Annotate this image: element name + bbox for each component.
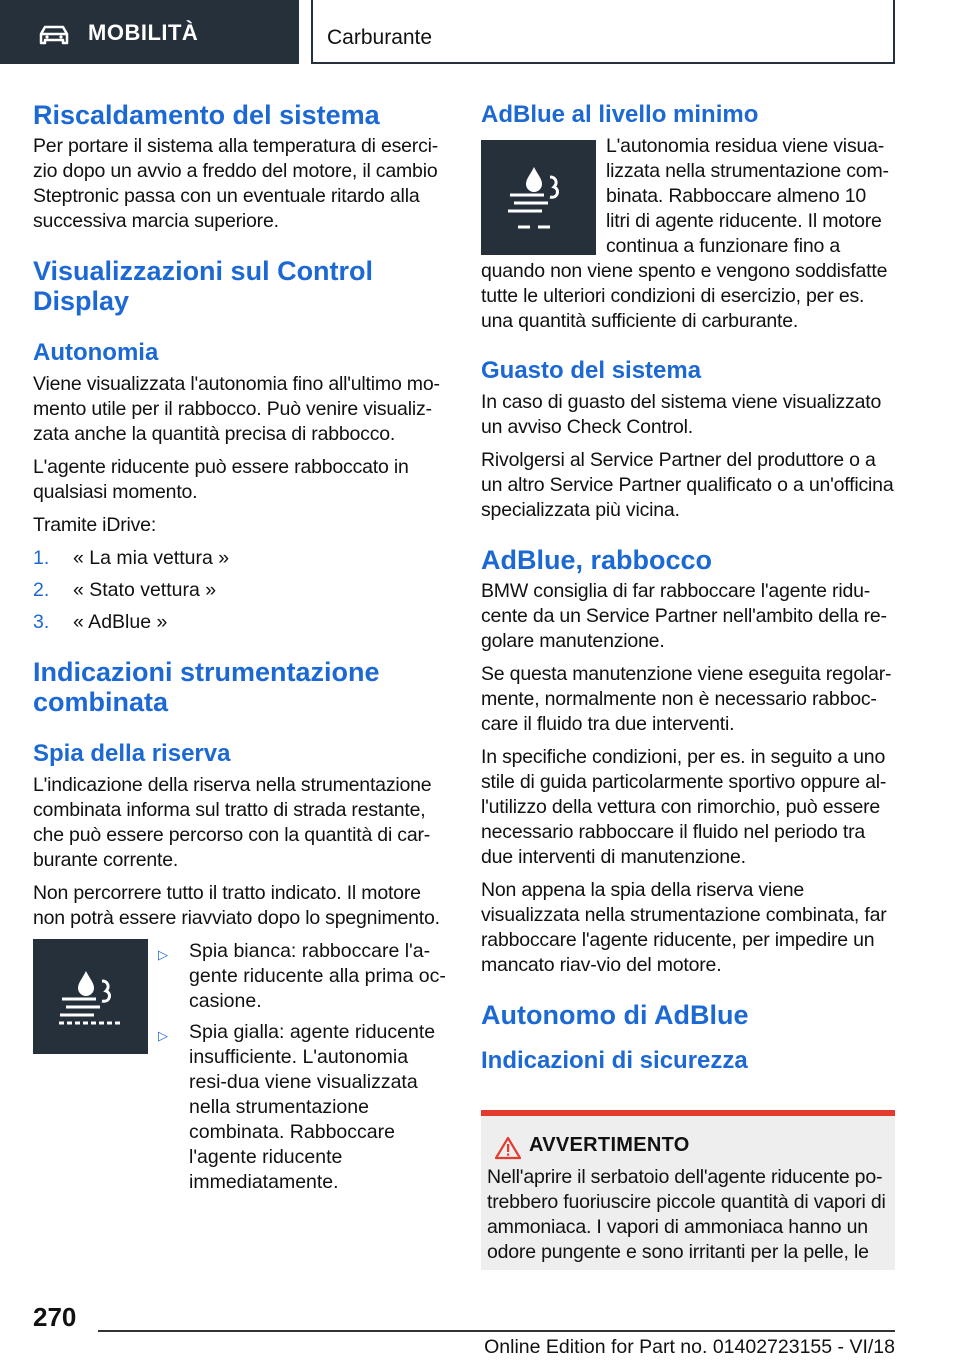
chapter-header — [311, 0, 895, 64]
warning-box — [481, 1110, 895, 1270]
heading-safety: Indicazioni di sicurezza — [481, 1047, 748, 1074]
page-number: 270 — [33, 1302, 77, 1332]
paragraph: Viene visualizzata l'autonomia fino all'ultimo mo-mento utile per il rabbocco. Può venire visualiz-zata anche la quantità precisa di rabbocco. — [33, 373, 440, 445]
section-tab — [0, 0, 299, 64]
section-title: MOBILITÀ — [88, 20, 199, 45]
heading-range: Autonomia — [33, 339, 159, 366]
list-item: ▷ Spia bianca: rabboccare l'a-gente riducente alla prima oc-casione. — [158, 940, 446, 1012]
adblue-min-icon — [481, 140, 596, 255]
heading-cluster: Indicazioni strumentazione combinata — [33, 657, 380, 717]
right-column — [481, 100, 895, 1080]
paragraph: Tramite iDrive: — [33, 514, 157, 536]
paragraph: Rivolgersi al Service Partner del produttore o a un altro Service Partner qualificato o a un'officina specializzata più vicina. — [481, 449, 894, 521]
heading-min-level: AdBlue al livello minimo — [481, 101, 759, 128]
heading-refill: AdBlue, rabbocco — [481, 545, 713, 575]
left-column — [33, 100, 449, 1201]
warning-title: AVVERTIMENTO — [529, 1134, 690, 1156]
paragraph: In caso di guasto del sistema viene visualizzato un avviso Check Control. — [481, 391, 882, 438]
car-icon — [38, 24, 70, 46]
heading-heating: Riscaldamento del sistema — [33, 100, 380, 130]
paragraph: BMW consiglia di far rabboccare l'agente ridu-cente da un Service Partner nell'ambito della re-golare manutenzione. — [481, 580, 887, 652]
heading-display: Visualizzazioni sul Control Display — [33, 256, 374, 316]
heading-own-range: Autonomo di AdBlue — [481, 1000, 749, 1030]
paragraph: Per portare il sistema alla temperatura di eserci-zio dopo un avvio a freddo del motore, il cambio Steptronic passa con un eventuale ritardo alla successiva marcia superiore. — [33, 135, 439, 232]
footer-divider — [98, 1330, 895, 1332]
heading-reserve: Spia della riserva — [33, 740, 231, 767]
list-item: ▷ Spia gialla: agente riducente insufficiente. L'autonomia resi-dua viene visualizzata nella strumentazione combinata. Rabboccare l'agente riducente immediatamente. — [158, 1021, 436, 1193]
warning-text: Nell'aprire il serbatoio dell'agente riducente po-trebbero fuoriuscire piccole quantità di vapori di ammoniaca. I vapori di ammoniaca hanno un odore pungente e sono irritanti per la pelle, le — [487, 1166, 886, 1263]
reserve-bullets — [156, 939, 449, 1201]
paragraph: L'agente riducente può essere rabboccato in qualsiasi momento. — [33, 456, 409, 503]
paragraph: Se questa manutenzione viene eseguita regolar-mente, normalmente non è necessario rabboc-care il fluido tra due interventi. — [481, 663, 892, 735]
paragraph: Non percorrere tutto il tratto indicato. Il motore non potrà essere riavviato dopo lo spegnimento. — [33, 882, 440, 929]
list-item: 3. « AdBlue » — [33, 611, 168, 633]
adblue-reserve-icon — [33, 939, 148, 1054]
triangle-icon: ▷ — [158, 1028, 168, 1043]
heading-fault: Guasto del sistema — [481, 357, 702, 384]
paragraph: L'autonomia residua viene visua-lizzata nella strumentazione com-binata. Rabboccare almeno 10 litri di agente riducente. Il motore continua a funzionare fino a quando non viene spento e vengono soddisfatte tutte le ulteriori condizioni di esercizio, per es. una quantità sufficiente di carburante. — [481, 135, 889, 332]
steps-list — [33, 546, 449, 635]
list-item: 1. « La mia vettura » — [33, 547, 230, 569]
paragraph: Non appena la spia della riserva viene visualizzata nella strumentazione combinata, far rabboccare l'agente riducente, per impedire un mancato riav-vio del motore. — [481, 879, 887, 976]
warning-icon — [495, 1136, 521, 1160]
paragraph: L'indicazione della riserva nella strumentazione combinata informa sul tratto di strada restante, che può essere percorso con la quantità di car-burante corrente. — [33, 774, 432, 871]
list-item: 2. « Stato vettura » — [33, 579, 217, 601]
paragraph: In specifiche condizioni, per es. in seguito a uno stile di guida particolarmente sportivo oppure al-l'utilizzo della vettura con rimorchio, può essere necessario rabboccare il fluido nel periodo tra due interventi di manutenzione. — [481, 746, 887, 868]
chapter-title: Carburante — [327, 26, 433, 49]
edition-text: Online Edition for Part no. 01402723155 - VI/18 — [484, 1336, 895, 1358]
triangle-icon: ▷ — [158, 947, 168, 962]
